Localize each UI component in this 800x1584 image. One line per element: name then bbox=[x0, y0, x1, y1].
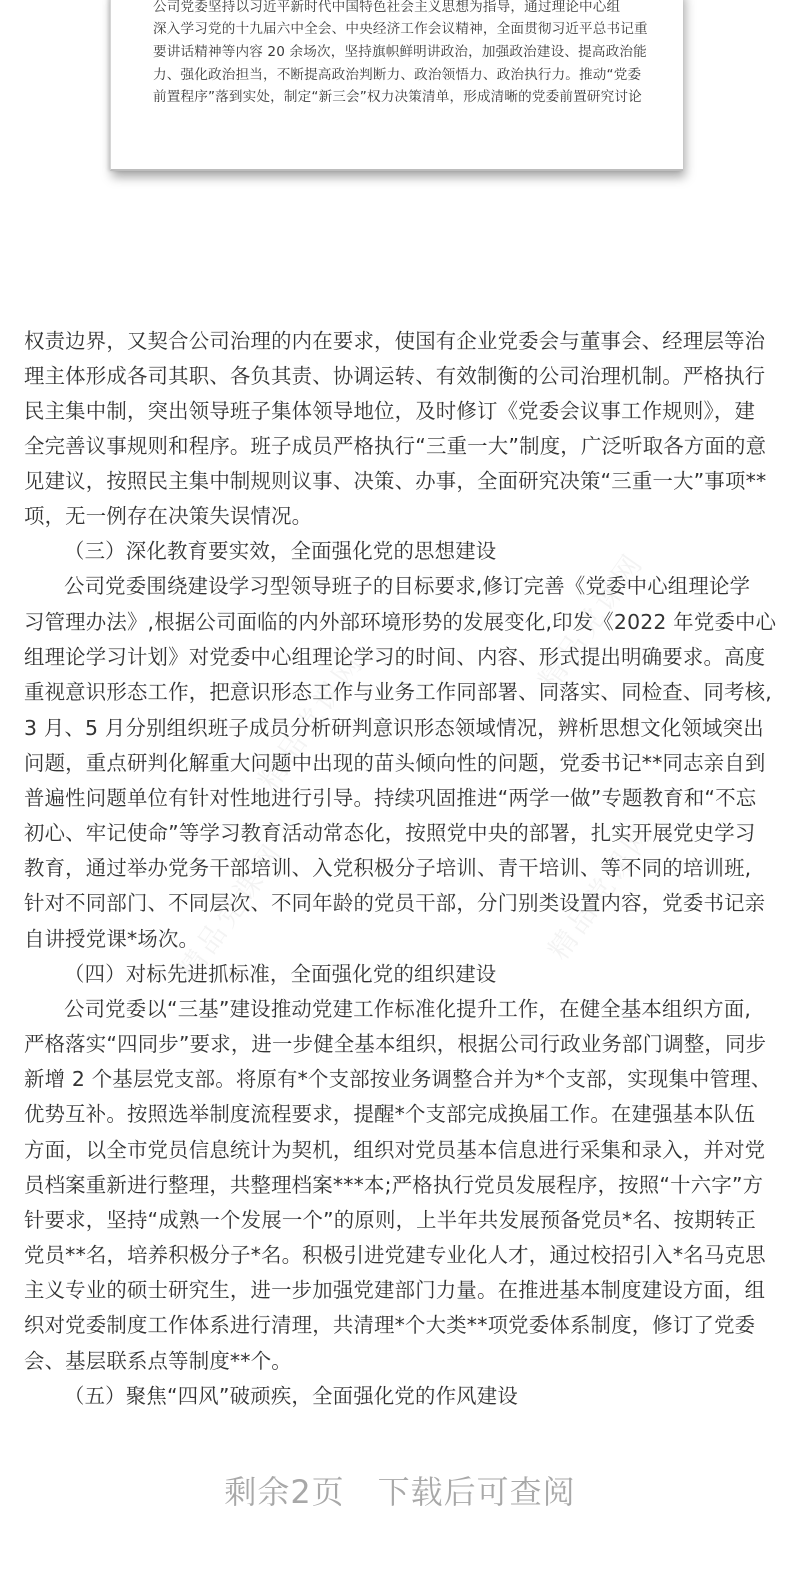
paragraph-line: 权责边界，又契合公司治理的内在要求，使国有企业党委会与董事会、经理层等治 bbox=[24, 329, 766, 353]
paragraph-line: 项，无一例存在决策失误情况。 bbox=[24, 504, 313, 528]
paragraph-line: 教育，通过举办党务干部培训、入党积极分子培训、青干培训、等不同的培训班, bbox=[24, 856, 752, 880]
paragraph-line: 党员**名，培养积极分子*名。积极引进党建专业化人才，通过校招引入*名马克思 bbox=[24, 1243, 766, 1267]
paragraph-line: 针对不同部门、不同层次、不同年龄的党员干部，分门别类设置内容，党委书记亲 bbox=[24, 891, 766, 915]
card-text-line: 前置程序”落到实处，制定“新三会”权力决策清单，形成清晰的党委前置研究讨论 bbox=[153, 89, 642, 105]
card-text-line: 力、强化政治担当，不断提高政治判断力、政治领悟力、政治执行力。推动“党委 bbox=[153, 67, 642, 83]
paragraph-line: 组理论学习计划》对党委中心组理论学习的时间、内容、形式提出明确要求。高度 bbox=[24, 645, 766, 669]
section-heading-3: （三）深化教育要实效，全面强化党的思想建设 bbox=[64, 539, 497, 563]
paragraph-line: 习管理办法》,根据公司面临的内外部环境形势的发展变化,印发《2022 年党委中心 bbox=[24, 610, 777, 634]
watermark: 精品党课网 bbox=[171, 835, 291, 986]
paragraph-line: 严格落实“四同步”要求，进一步健全基本组织，根据公司行政业务部门调整，同步 bbox=[24, 1032, 767, 1056]
paragraph-line: 针要求，坚持“成熟一个发展一个”的原则，上半年共发展预备党员*名、按期转正 bbox=[24, 1208, 757, 1232]
card-text-line: 深入学习党的十九届六中全会、中央经济工作会议精神，全面贯彻习近平总书记重 bbox=[153, 21, 648, 37]
paragraph-line: 3 月、5 月分别组织班子成员分析研判意识形态领域情况，辨析思想文化领域突出 bbox=[24, 716, 764, 740]
paragraph-line: 见建议，按照民主集中制规则议事、决策、办事，全面研究决策“三重一大”事项** bbox=[24, 469, 767, 493]
page-preview-card bbox=[110, 0, 683, 171]
paragraph-line: 问题，重点研判化解重大问题中出现的苗头倾向性的问题，党委书记**同志亲自到 bbox=[24, 751, 766, 775]
paragraph-line: 民主集中制，突出领导班子集体领导地位，及时修订《党委会议事工作规则》，建 bbox=[24, 399, 756, 423]
paragraph-line: 方面，以全市党员信息统计为契机，组织对党员基本信息进行采集和录入，并对党 bbox=[24, 1138, 766, 1162]
paragraph-line: 公司党委围绕建设学习型领导班子的目标要求,修订完善《党委中心组理论学 bbox=[64, 574, 751, 598]
paragraph-line: 新增 2 个基层党支部。将原有*个支部按业务调整合并为*个支部，实现集中管理、 bbox=[24, 1067, 772, 1091]
paragraph-line: 普遍性问题单位有针对性地进行引导。持续巩固推进“两学一做”专题教育和“不忘 bbox=[24, 786, 757, 810]
card-text-line: 公司党委坚持以习近平新时代中国特色社会主义思想为指导，通过理论中心组 bbox=[153, 0, 621, 15]
paragraph-line: 员档案重新进行整理，共整理档案***本;严格执行党员发展程序，按照“十六字”方 bbox=[24, 1173, 764, 1197]
paragraph-line: 公司党委以“三基”建设推动党建工作标准化提升工作，在健全基本组织方面, bbox=[64, 997, 752, 1021]
watermark: 精品党课网 bbox=[531, 545, 651, 696]
paragraph-line: 主义专业的硕士研究生，进一步加强党建部门力量。在推进基本制度建设方面，组 bbox=[24, 1278, 766, 1302]
paragraph-line: 重视意识形态工作，把意识形态工作与业务工作同部署、同落实、同检查、同考核, bbox=[24, 680, 772, 704]
paragraph-line: 理主体形成各司其职、各负其责、协调运转、有效制衡的公司治理机制。严格执行 bbox=[24, 364, 766, 388]
paragraph-line: 会、基层联系点等制度**个。 bbox=[24, 1349, 292, 1373]
section-heading-5: （五）聚焦“四风”破顽疾，全面强化党的作风建设 bbox=[64, 1384, 518, 1408]
paragraph-line: 自讲授党课*场次。 bbox=[24, 927, 200, 951]
paragraph-line: 全完善议事规则和程序。班子成员严格执行“三重一大”制度，广泛听取各方面的意 bbox=[24, 434, 767, 458]
paragraph-line: 织对党委制度工作体系进行清理，共清理*个大类**项党委体系制度，修订了党委 bbox=[24, 1313, 756, 1337]
paragraph-line: 初心、牢记使命”等学习教育活动常态化，按照党中央的部署，扎实开展党史学习 bbox=[24, 821, 756, 845]
section-heading-4: （四）对标先进抓标准，全面强化党的组织建设 bbox=[64, 962, 497, 986]
card-text-line: 要讲话精神等内容 20 余场次，坚持旗帜鲜明讲政治，加强政治建设、提高政治能 bbox=[153, 44, 647, 60]
remaining-pages-notice[interactable]: 剩余2页 下载后可查阅 bbox=[224, 1473, 576, 1511]
paragraph-line: 优势互补。按照选举制度流程要求，提醒*个支部完成换届工作。在建强基本队伍 bbox=[24, 1102, 756, 1126]
watermark: 精品党课网 bbox=[251, 645, 371, 796]
watermark: 精品党课网 bbox=[541, 815, 661, 966]
